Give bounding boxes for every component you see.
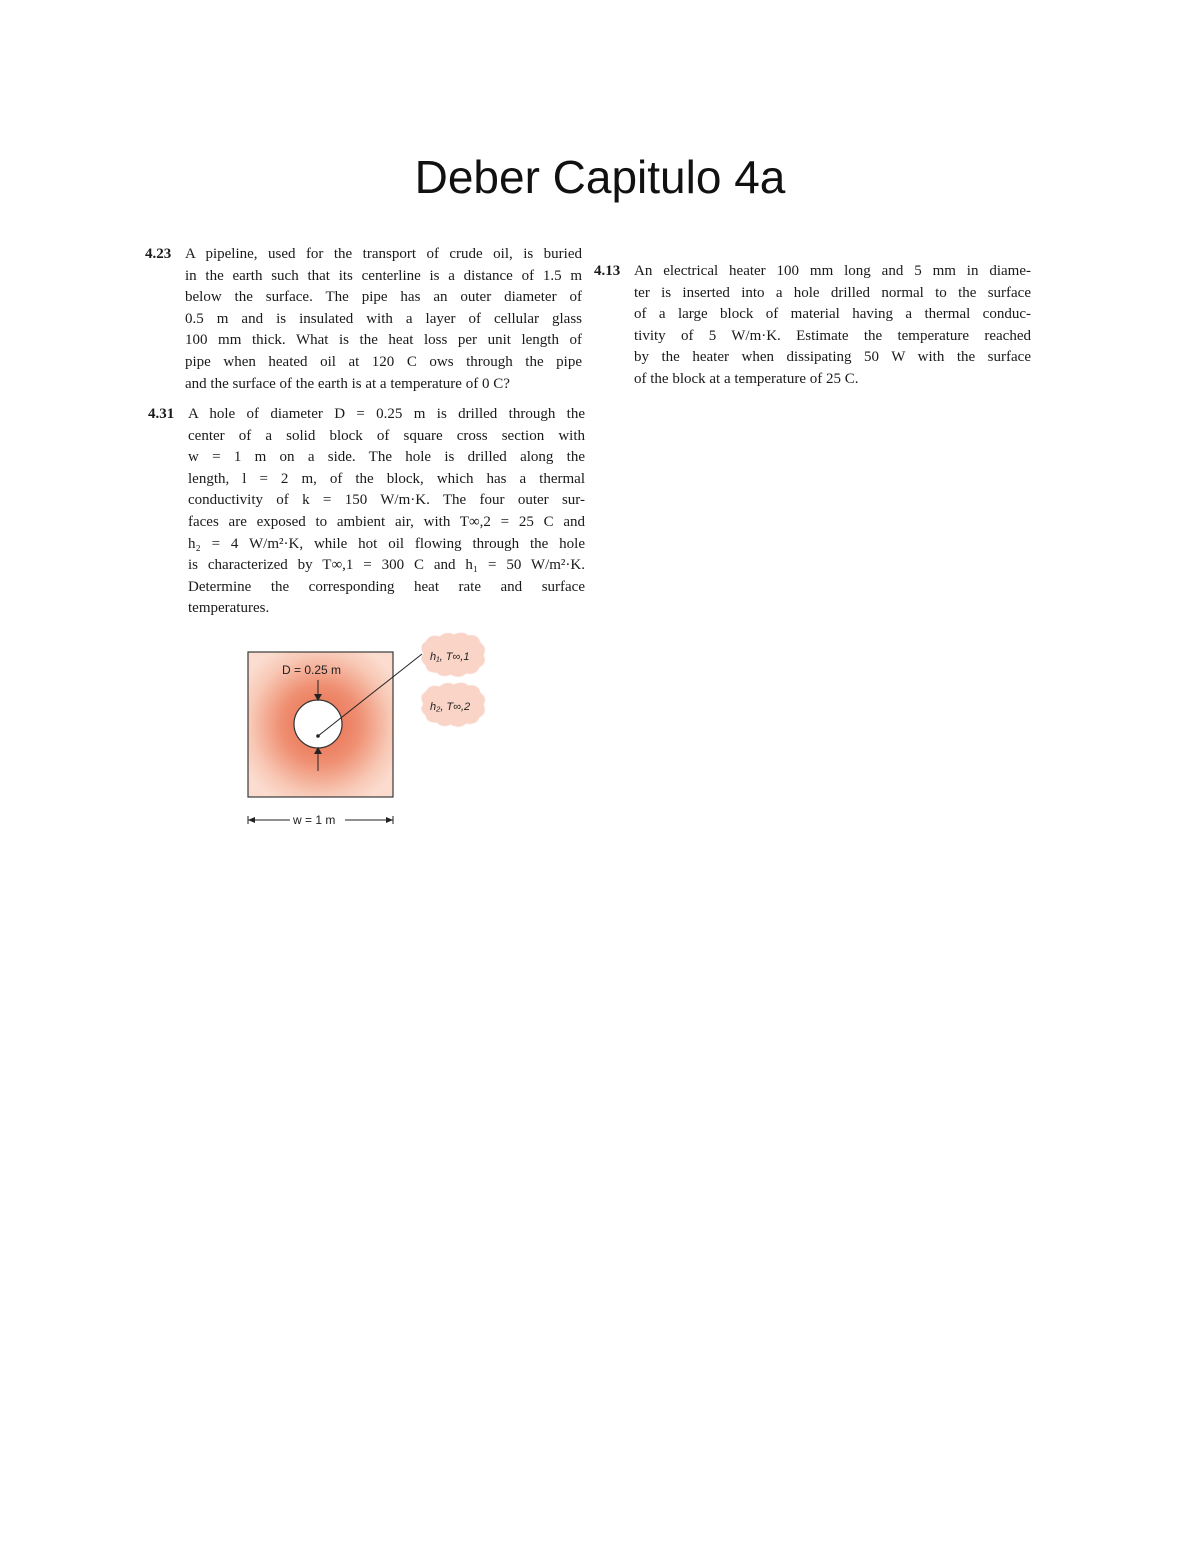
problem-number: 4.13: [594, 263, 621, 279]
diameter-label: D = 0.25 m: [282, 663, 342, 677]
problem-4-23: [145, 244, 582, 395]
problem-line: An electrical heater 100 mm long and 5 mm in diame-: [634, 263, 1031, 279]
block-with-hole-figure: [240, 628, 500, 838]
problem-line: 0.5 m and is insulated with a layer of cellular glass: [185, 310, 582, 327]
problem-line: center of a solid block of square cross section with: [188, 427, 585, 444]
problem-line: h₂ = 4 W/m²·K, while hot oil flowing through the hole: [188, 535, 585, 552]
problem-line: is characterized by T∞,1 = 300 C and h₁ = 50 W/m²·K.: [188, 557, 585, 574]
problem-line: faces are exposed to ambient air, with T∞,2 = 25 C and: [188, 513, 585, 530]
problem-line: of a large block of material having a thermal conduc-: [634, 306, 1031, 323]
problem-4-31: [148, 404, 585, 620]
problem-line: temperatures.: [188, 600, 270, 617]
problem-text: [634, 261, 1031, 391]
figure-svg: [240, 628, 500, 838]
drilled-hole: [294, 700, 342, 748]
problem-line: w = 1 m on a side. The hole is drilled along the: [188, 449, 585, 466]
problem-4-13: [594, 261, 1031, 391]
problem-line: 100 mm thick. What is the heat loss per unit length of: [185, 332, 582, 349]
problem-text: [185, 244, 582, 395]
leader-dot: [316, 734, 320, 738]
problem-line: below the surface. The pipe has an outer diameter of: [185, 289, 582, 306]
arrowhead-right-icon: [386, 817, 393, 823]
problem-line: ter is inserted into a hole drilled normal to the surface: [634, 284, 1031, 301]
problem-line: of the block at a temperature of 25 C.: [634, 370, 859, 387]
problem-line: conductivity of k = 150 W/m·K. The four outer sur-: [188, 492, 585, 509]
problem-line: length, l = 2 m, of the block, which has a thermal: [188, 470, 585, 487]
problem-line: by the heater when dissipating 50 W with the surface: [634, 349, 1031, 366]
page-title: Deber Capitulo 4a: [414, 151, 786, 203]
problem-line: A pipeline, used for the transport of crude oil, is buried: [185, 246, 582, 262]
outer-convection-label: h₂, T∞,2: [430, 701, 471, 713]
width-label: w = 1 m: [293, 813, 336, 827]
problem-line: in the earth such that its centerline is a distance of 1.5 m: [185, 267, 582, 284]
problem-line: pipe when heated oil at 120 C ows through the pipe: [185, 353, 582, 370]
arrowhead-left-icon: [248, 817, 255, 823]
problem-number: 4.31: [148, 406, 175, 422]
inner-convection-label: h₁, T∞,1: [430, 651, 470, 663]
problem-line: A hole of diameter D = 0.25 m is drilled through the: [188, 406, 585, 422]
problem-text: [188, 404, 585, 620]
problem-number: 4.23: [145, 246, 172, 262]
problem-line: Determine the corresponding heat rate and surface: [188, 578, 585, 595]
problem-line: and the surface of the earth is at a temperature of 0 C?: [185, 375, 510, 392]
problem-line: tivity of 5 W/m·K. Estimate the temperature reached: [634, 327, 1031, 344]
